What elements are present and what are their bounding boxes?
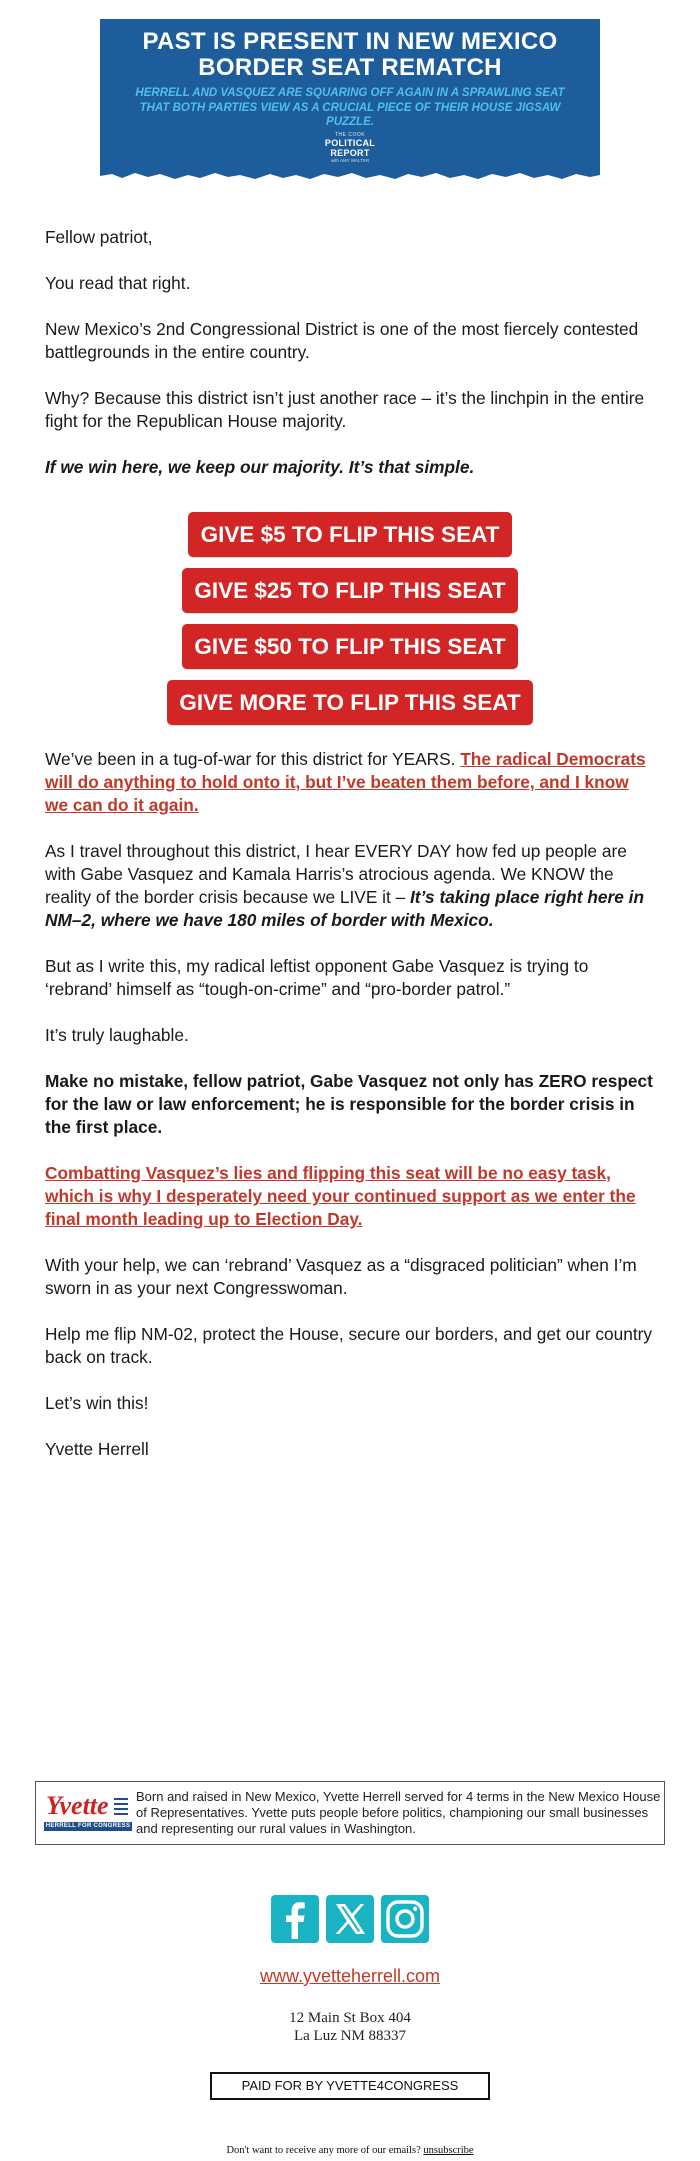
logo-tagline: HERRELL FOR CONGRESS [45,1823,131,1829]
donate-more-button[interactable]: GIVE MORE TO FLIP THIS SEAT [167,680,533,725]
website-link[interactable]: www.yvetteherrell.com [259,1966,441,1986]
hero-banner [100,19,600,184]
hero-subtitle: HERRELL AND VASQUEZ ARE SQUARING OFF AGAIN IN A SPRAWLING SEAT THAT BOTH PARTIES VIEW AS A CRUCIAL PIECE OF THEIR HOUSE JIGSAW PUZZLE. [135,87,565,128]
donate-25-button[interactable]: GIVE $25 TO FLIP THIS SEAT [182,568,518,613]
facebook-icon[interactable] [271,1895,319,1943]
paid-for-disclaimer: PAID FOR BY YVETTE4CONGRESS [210,2072,490,2100]
logo-line1: POLITICAL [324,138,376,148]
address-line2: La Luz NM 88337 [293,2028,407,2044]
hero-title-line2: BORDER SEAT REMATCH [198,54,502,81]
paragraph-10-link[interactable]: Combatting Vasquez’s lies and flipping this seat will be no easy task, which is why I desperately need your continued support as we enter the final month leading up to Election Day. [45,1163,636,1229]
paragraph-1: You read that right. [45,273,191,293]
greeting: Fellow patriot, [45,227,153,247]
logo-small-text: THE COOK [334,132,366,138]
paragraph-2: New Mexico’s 2nd Congressional District is one of the most fiercely contested battlegrounds in the entire country. [45,319,639,362]
paragraph-12: Help me flip NM-02, protect the House, secure our borders, and get our country back on track. [45,1324,653,1367]
paragraph-6-text: As I travel throughout this district, I hear EVERY DAY how fed up people are with Gabe Vasquez and Kamala Harris’s atrocious agenda. We KNOW the reality of the border crisis because we LIVE it – [45,841,627,907]
logo-name: Yvette [46,1791,109,1820]
paragraph-3: Why? Because this district isn’t just another race – it’s the linchpin in the entire fight for the Republican House majority. [45,388,645,431]
paragraph-8: It’s truly laughable. [45,1025,189,1045]
paragraph-5 [45,748,655,817]
paragraph-4-emphasis: If we win here, we keep our majority. It’s that simple. [45,457,475,477]
instagram-icon[interactable] [381,1895,429,1943]
address-line1: 12 Main St Box 404 [289,2010,411,2026]
paragraph-7: But as I write this, my radical leftist opponent Gabe Vasquez is trying to ‘rebrand’ himself as “tough-on-crime” and “pro-border patrol.” [45,956,589,999]
cook-political-report-logo [100,132,600,164]
donate-5-button[interactable]: GIVE $5 TO FLIP THIS SEAT [188,512,512,557]
hero-title [100,29,600,81]
logo-line2: REPORT [330,148,370,158]
unsubscribe-line [0,2145,700,2156]
paragraph-5-link[interactable]: The radical Democrats will do anything to hold onto it, but I’ve beaten them before, and I know we can do it again. [45,749,646,815]
unsubscribe-text: Don't want to receive any more of our emails? [226,2145,424,2156]
flag-stripes-icon [114,1796,128,1818]
logo-tiny-text: with AMY WALTER [330,158,370,163]
hero-title-line1: PAST IS PRESENT IN NEW MEXICO [142,28,558,55]
paragraph-6-emphasis: It’s taking place right here in NM–2, where we have 180 miles of border with Mexico. [45,887,644,930]
x-icon[interactable] [326,1895,374,1943]
mailing-address [0,2009,700,2045]
paragraph-13: Let’s win this! [45,1393,149,1413]
donate-50-button[interactable]: GIVE $50 TO FLIP THIS SEAT [182,624,518,669]
bio-text: Born and raised in New Mexico, Yvette Herrell served for 4 terms in the New Mexico House of Representatives. Yvette puts people before politics, championing our small businesses and representing our rural values in Washington. [136,1789,661,1836]
torn-edge [100,170,600,184]
paragraph-6 [45,840,655,932]
signature: Yvette Herrell [45,1439,149,1459]
paragraph-10 [45,1162,655,1231]
paragraph-5-text: We’ve been in a tug-of-war for this district for YEARS. [45,749,461,769]
unsubscribe-link[interactable]: unsubscribe [423,2145,474,2156]
herrell-for-congress-logo [44,1792,134,1834]
paragraph-9: Make no mistake, fellow patriot, Gabe Vasquez not only has ZERO respect for the law or law enforcement; he is responsible for the border crisis in the first place. [45,1071,653,1137]
candidate-bio-box [35,1781,665,1845]
paragraph-11: With your help, we can ‘rebrand’ Vasquez as a “disgraced politician” when I’m sworn in as your next Congresswoman. [45,1255,637,1298]
